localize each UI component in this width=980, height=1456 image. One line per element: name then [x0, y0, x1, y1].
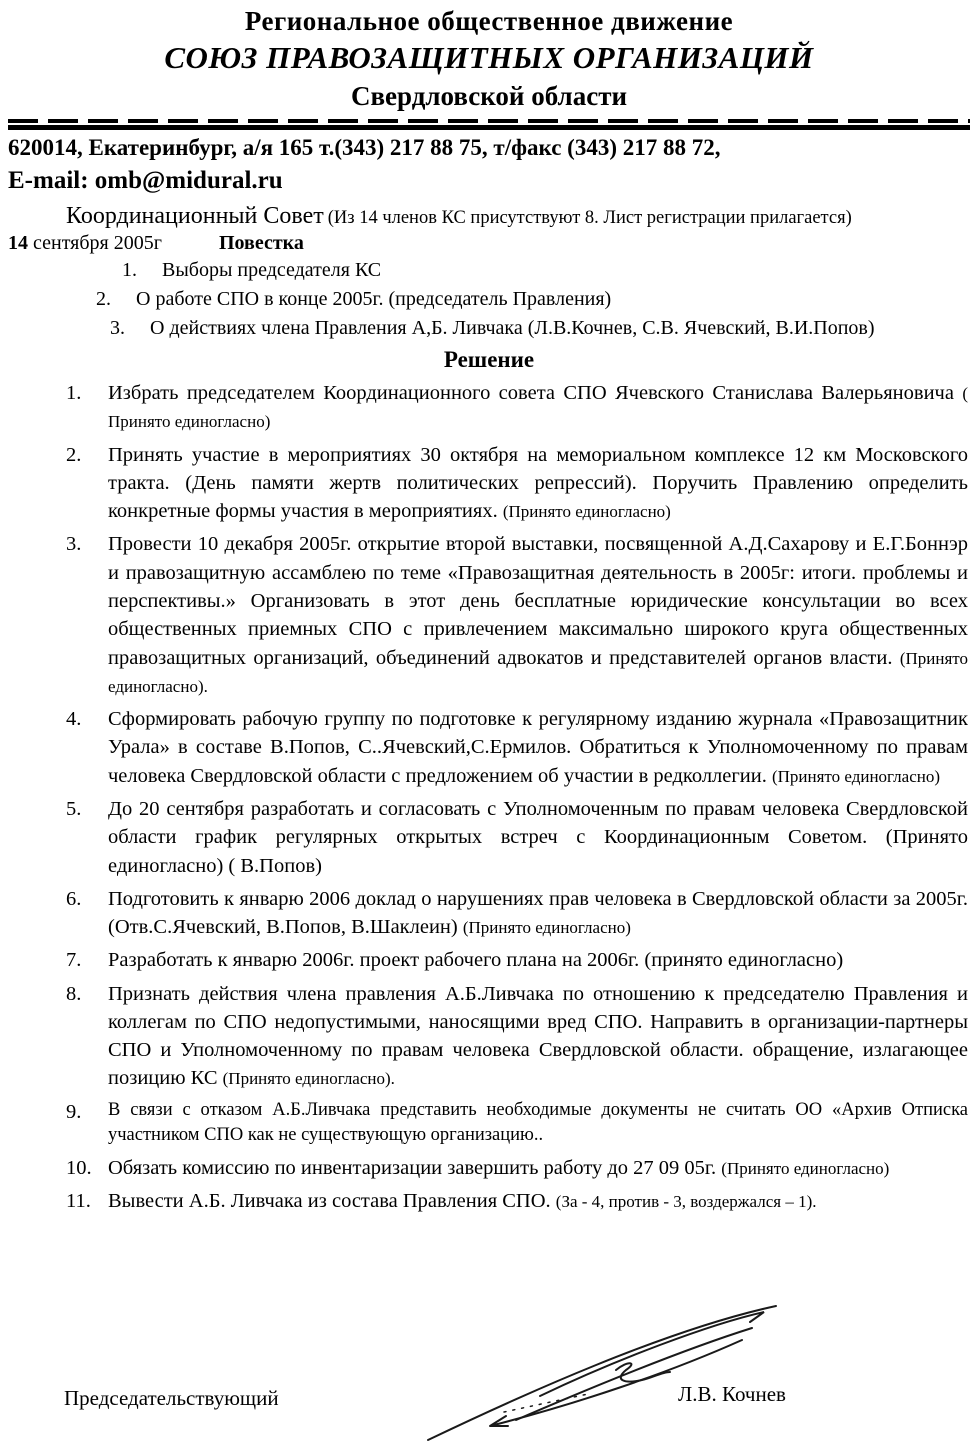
agenda-item	[122, 259, 970, 282]
decision-item	[66, 885, 968, 942]
decision-item-number: 11.	[66, 1190, 91, 1213]
agenda-item-number: 1.	[122, 259, 137, 281]
decision-item	[66, 1098, 968, 1149]
decision-item-number: 4.	[66, 708, 82, 731]
decision-item-note: ( Принято единогласно)	[108, 384, 968, 432]
decision-item-number: 9.	[66, 1100, 82, 1123]
decision-item-number: 5.	[66, 797, 82, 820]
decision-item-note: (Принято единогласно)	[502, 502, 671, 522]
region-title: Свердловской области	[350, 81, 628, 111]
agenda-item-number: 2.	[96, 288, 111, 310]
decision-item	[66, 946, 968, 974]
decision-item-note: (Принято единогласно).	[222, 1069, 395, 1089]
handwritten-signature-image	[420, 1298, 790, 1448]
decision-item-text: Вывести А.Б. Ливчака из состава Правления СПО.	[108, 1190, 551, 1213]
decision-item-number: 7.	[66, 949, 82, 972]
movement-type-title: Региональное общественное движение	[244, 6, 734, 36]
decision-item	[66, 795, 968, 880]
divider-solid-line	[8, 125, 970, 130]
signatory-name: Л.В. Кочнев	[678, 1382, 786, 1406]
decision-item	[66, 980, 968, 1093]
decision-item-note: (Принято единогласно)	[771, 766, 941, 786]
meeting-dateline	[8, 232, 970, 255]
agenda-item-text: О работе СПО в конце 2005г. (председатель Правления)	[136, 288, 612, 310]
decision-item	[66, 1187, 968, 1215]
decision-item-number: 8.	[66, 982, 82, 1005]
decision-item-number: 1.	[66, 382, 82, 404]
decision-item-text: Сформировать рабочую группу по подготовке к регулярному изданию журнала «Правозащитник Урала» в составе В.Попов, С..Ячевский,С.Ермилов. Обратиться к Уполномоченному по правам человека Свердловской области с предложением об участии в редколлегии.	[108, 708, 968, 787]
decision-item-text: Обязать комиссию по инвентаризации завершить работу до 27 09 05г.	[108, 1156, 717, 1179]
decision-item-note: (Принято единогласно).	[108, 648, 969, 696]
divider-dashed-line	[8, 119, 970, 123]
decision-item-text: Принять участие в мероприятиях 30 октября на мемориальном комплексе 12 км Московского тракта. (День памяти жертв политических репрессий). Поручить Правлению определить конкретные формы участия в мероприятиях.	[108, 443, 968, 523]
email-line: E-mail: omb@midural.ru	[8, 167, 283, 194]
agenda-heading: Повестка	[218, 232, 304, 254]
decision-item-text: В связи с отказом А.Б.Ливчака представить необходимые документы не считать ОО «Архив Отписка участником СПО как не существующую организацию..	[108, 1099, 968, 1146]
decision-item	[66, 379, 968, 436]
meeting-intro	[8, 203, 970, 230]
meeting-date-rest: сентября 2005г	[28, 232, 162, 254]
address-phone-line: 620014, Екатеринбург, а/я 165 т.(343) 217 88 75, т/факс (343) 217 88 72,	[8, 135, 721, 160]
agenda-item	[110, 317, 970, 340]
decision-item	[66, 530, 968, 700]
signature-block	[0, 1372, 980, 1456]
agenda-item-text: Выборы председателя КС	[162, 259, 382, 281]
decision-item-number: 6.	[66, 887, 82, 910]
decision-item-number: 2.	[66, 443, 82, 466]
decision-item-note: (Принято единогласно)	[721, 1158, 890, 1178]
decision-item-note: (За - 4, против - 3, воздержался – 1).	[555, 1192, 817, 1212]
decision-item-text: До 20 сентября разработать и согласовать с Уполномоченным по правам человека Свердловской области график регулярных открытых встреч с Координационным Советом. (Принято единогласно) ( В.Попов)	[108, 797, 968, 877]
letterhead-divider	[8, 119, 970, 130]
decision-item-text: Избрать председателем Координационного совета СПО Ячевского Станислава Валерьяновича	[108, 382, 954, 404]
decision-item	[66, 1154, 968, 1182]
decision-item	[66, 441, 968, 526]
decision-heading: Решение	[443, 347, 535, 372]
attendance-note: (Из 14 членов КС присутствуют 8. Лист регистрации прилагается)	[327, 208, 852, 228]
agenda-item-text: О действиях члена Правления А,Б. Ливчака (Л.В.Кочнев, С.В. Ячевский, В.И.Попов)	[150, 317, 875, 339]
signatory-role: Председательствующий	[64, 1386, 279, 1410]
decision-item	[66, 705, 968, 790]
decision-item-text: Подготовить к январю 2006 доклад о нарушениях прав человека в Свердловской области за 2005г. (Отв.С.Ячевский, В.Попов, В.Шаклеин)	[108, 887, 968, 939]
organization-title: СОЮЗ ПРАВОЗАЩИТНЫХ ОРГАНИЗАЦИЙ	[164, 40, 814, 75]
agenda-item-number: 3.	[110, 317, 125, 339]
decision-item-text: Провести 10 декабря 2005г. открытие второй выставки, посвященной А.Д.Сахарову и Е.Г.Боннэр и правозащитную ассамблею по теме «Правозащитная деятельность в 2005г: итоги. проблемы и перспективы.» Организовать в этот день бесплатные юридические консультации во всех общественных приемных СПО с привлечением максимально широкого круга общественных правозащитных организаций, объединений адвокатов и представителей органов власти.	[108, 533, 968, 669]
letterhead	[8, 6, 970, 112]
meeting-date-day: 14	[8, 232, 28, 254]
decision-item-text: Разработать к январю 2006г. проект рабочего плана на 2006г. (принято единогласно)	[108, 949, 844, 972]
decision-item-number: 10.	[66, 1156, 92, 1179]
meeting-body-name: Координационный Совет	[66, 203, 324, 229]
decision-item-note: (Принято единогласно)	[462, 918, 631, 938]
agenda-item	[96, 288, 970, 311]
agenda-list	[96, 259, 970, 340]
decision-list	[66, 379, 968, 1215]
decision-item-text: Признать действия члена правления А.Б.Ливчака по отношению к председателю Правления и коллегам по СПО недопустимыми, наносящими вред СПО. Направить в организации-партнеры СПО и Уполномоченному по правам человека Свердловской области. обращение, излагающее позицию КС	[108, 982, 968, 1090]
decision-item-number: 3.	[66, 533, 82, 556]
